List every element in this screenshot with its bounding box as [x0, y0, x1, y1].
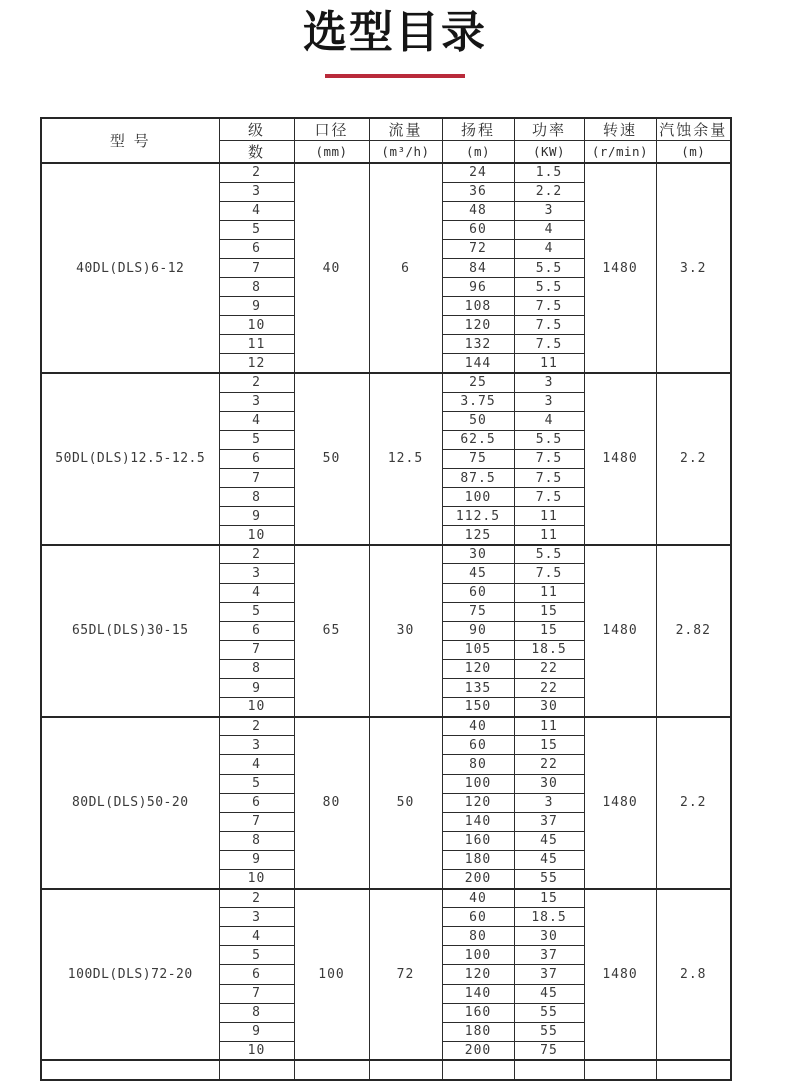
stage-cell: 8	[219, 278, 294, 297]
power-cell: 4	[514, 220, 584, 239]
head-cell: 90	[442, 621, 514, 640]
power-cell: 2.2	[514, 182, 584, 201]
page-title: 选型目录	[303, 7, 487, 58]
stage-cell: 4	[219, 755, 294, 774]
head-cell: 62.5	[442, 430, 514, 449]
table-row	[41, 163, 731, 182]
stage-cell: 3	[219, 392, 294, 411]
head-cell: 160	[442, 831, 514, 850]
head-cell: 180	[442, 1022, 514, 1041]
power-cell: 4	[514, 239, 584, 258]
head-cell: 30	[442, 545, 514, 564]
head-cell: 160	[442, 1003, 514, 1022]
power-cell: 30	[514, 774, 584, 793]
power-cell: 30	[514, 927, 584, 946]
power-cell: 37	[514, 812, 584, 831]
head-cell: 144	[442, 354, 514, 373]
power-cell: 11	[514, 507, 584, 526]
diameter-cell: 80	[294, 717, 369, 889]
power-cell: 22	[514, 679, 584, 698]
model-cell: 40DL(DLS)6-12	[41, 163, 219, 373]
table-row	[41, 889, 731, 908]
power-cell: 75	[514, 1041, 584, 1060]
pump-selection-table	[40, 117, 732, 1081]
head-cell: 60	[442, 220, 514, 239]
stage-cell: 9	[219, 1022, 294, 1041]
stage-cell: 2	[219, 717, 294, 736]
flow-cell: 12.5	[369, 373, 442, 545]
power-cell: 30	[514, 698, 584, 717]
header-stage-top: 级	[219, 118, 294, 141]
power-cell: 7.5	[514, 335, 584, 354]
stage-cell: 5	[219, 946, 294, 965]
head-cell: 40	[442, 717, 514, 736]
head-cell: 36	[442, 182, 514, 201]
stage-cell: 7	[219, 812, 294, 831]
head-cell: 87.5	[442, 469, 514, 488]
npsh-cell: 2.82	[656, 545, 731, 717]
npsh-cell: 2.2	[656, 373, 731, 545]
stage-cell: 8	[219, 659, 294, 678]
head-cell: 200	[442, 1041, 514, 1060]
speed-cell: 1480	[584, 545, 656, 717]
diameter-cell: 65	[294, 545, 369, 717]
stage-cell: 2	[219, 545, 294, 564]
stage-cell: 6	[219, 965, 294, 984]
power-cell: 7.5	[514, 297, 584, 316]
npsh-cell: 3.2	[656, 163, 731, 373]
stage-cell: 6	[219, 793, 294, 812]
stage-cell: 2	[219, 889, 294, 908]
head-cell: 84	[442, 258, 514, 277]
power-cell: 15	[514, 621, 584, 640]
stage-cell: 11	[219, 335, 294, 354]
header-power-unit: (KW)	[514, 141, 584, 164]
header-diameter-unit: (mm)	[294, 141, 369, 164]
head-cell: 60	[442, 908, 514, 927]
speed-cell: 1480	[584, 717, 656, 889]
power-cell: 55	[514, 1022, 584, 1041]
diameter-cell: 40	[294, 163, 369, 373]
stage-cell: 6	[219, 449, 294, 468]
stage-cell: 10	[219, 316, 294, 335]
stage-cell: 7	[219, 258, 294, 277]
stage-cell: 3	[219, 564, 294, 583]
head-cell: 80	[442, 755, 514, 774]
stage-cell: 7	[219, 984, 294, 1003]
header-flow-unit: (m³/h)	[369, 141, 442, 164]
head-cell: 60	[442, 736, 514, 755]
head-cell: 120	[442, 659, 514, 678]
power-cell: 15	[514, 736, 584, 755]
power-cell: 4	[514, 411, 584, 430]
head-cell: 120	[442, 793, 514, 812]
power-cell: 1.5	[514, 163, 584, 182]
stage-cell: 9	[219, 850, 294, 869]
head-cell: 140	[442, 984, 514, 1003]
head-cell: 50	[442, 411, 514, 430]
stage-cell: 4	[219, 411, 294, 430]
head-cell: 24	[442, 163, 514, 182]
stage-cell: 4	[219, 927, 294, 946]
head-cell: 75	[442, 449, 514, 468]
npsh-cell: 2.2	[656, 717, 731, 889]
flow-cell: 50	[369, 717, 442, 889]
power-cell: 7.5	[514, 316, 584, 335]
power-cell: 5.5	[514, 278, 584, 297]
stage-cell: 9	[219, 507, 294, 526]
stage-cell: 4	[219, 201, 294, 220]
head-cell: 135	[442, 679, 514, 698]
header-speed: 转速	[584, 118, 656, 141]
stage-cell: 5	[219, 430, 294, 449]
power-cell: 15	[514, 889, 584, 908]
table-body	[41, 163, 731, 1080]
header-npsh: 汽蚀余量	[656, 118, 731, 141]
head-cell: 100	[442, 946, 514, 965]
speed-cell: 1480	[584, 373, 656, 545]
power-cell: 7.5	[514, 469, 584, 488]
header-head: 扬程	[442, 118, 514, 141]
power-cell: 7.5	[514, 449, 584, 468]
power-cell: 3	[514, 373, 584, 392]
power-cell: 3	[514, 201, 584, 220]
header-diameter: 口径	[294, 118, 369, 141]
stage-cell: 6	[219, 239, 294, 258]
power-cell: 7.5	[514, 488, 584, 507]
table-row	[41, 545, 731, 564]
power-cell: 18.5	[514, 908, 584, 927]
power-cell: 5.5	[514, 258, 584, 277]
stage-cell: 5	[219, 602, 294, 621]
power-cell: 22	[514, 659, 584, 678]
stage-cell: 2	[219, 163, 294, 182]
head-cell: 125	[442, 526, 514, 545]
power-cell: 11	[514, 354, 584, 373]
stage-cell: 3	[219, 182, 294, 201]
stage-cell: 5	[219, 220, 294, 239]
stage-cell: 10	[219, 698, 294, 717]
speed-cell: 1480	[584, 163, 656, 373]
diameter-cell: 50	[294, 373, 369, 545]
power-cell: 37	[514, 965, 584, 984]
head-cell: 180	[442, 850, 514, 869]
model-cell: 65DL(DLS)30-15	[41, 545, 219, 717]
stage-cell: 10	[219, 869, 294, 888]
title-underline-accent	[325, 74, 465, 78]
stage-cell: 10	[219, 1041, 294, 1060]
flow-cell: 30	[369, 545, 442, 717]
head-cell: 72	[442, 239, 514, 258]
power-cell: 15	[514, 602, 584, 621]
stage-cell: 3	[219, 908, 294, 927]
head-cell: 75	[442, 602, 514, 621]
npsh-cell: 2.8	[656, 889, 731, 1061]
flow-cell: 6	[369, 163, 442, 373]
model-cell: 100DL(DLS)72-20	[41, 889, 219, 1061]
header-npsh-unit: (m)	[656, 141, 731, 164]
power-cell: 45	[514, 831, 584, 850]
table-row	[41, 373, 731, 392]
flow-cell: 72	[369, 889, 442, 1061]
power-cell: 45	[514, 984, 584, 1003]
head-cell: 108	[442, 297, 514, 316]
power-cell: 11	[514, 583, 584, 602]
head-cell: 112.5	[442, 507, 514, 526]
head-cell: 80	[442, 927, 514, 946]
head-cell: 200	[442, 869, 514, 888]
head-cell: 105	[442, 640, 514, 659]
head-cell: 140	[442, 812, 514, 831]
head-cell: 48	[442, 201, 514, 220]
power-cell: 5.5	[514, 430, 584, 449]
table-row	[41, 717, 731, 736]
stage-cell: 12	[219, 354, 294, 373]
head-cell: 3.75	[442, 392, 514, 411]
stage-cell: 7	[219, 469, 294, 488]
head-cell: 100	[442, 774, 514, 793]
stage-cell: 8	[219, 1003, 294, 1022]
model-cell: 80DL(DLS)50-20	[41, 717, 219, 889]
power-cell: 3	[514, 392, 584, 411]
head-cell: 120	[442, 965, 514, 984]
head-cell: 96	[442, 278, 514, 297]
stage-cell: 4	[219, 583, 294, 602]
header-stage-bottom: 数	[219, 141, 294, 164]
power-cell: 7.5	[514, 564, 584, 583]
power-cell: 37	[514, 946, 584, 965]
diameter-cell: 100	[294, 889, 369, 1061]
table-header	[41, 118, 731, 163]
header-head-unit: (m)	[442, 141, 514, 164]
header-flow: 流量	[369, 118, 442, 141]
stage-cell: 3	[219, 736, 294, 755]
header-power: 功率	[514, 118, 584, 141]
power-cell: 3	[514, 793, 584, 812]
head-cell: 132	[442, 335, 514, 354]
stage-cell: 7	[219, 640, 294, 659]
head-cell: 150	[442, 698, 514, 717]
power-cell: 22	[514, 755, 584, 774]
stage-cell: 8	[219, 488, 294, 507]
stage-cell: 10	[219, 526, 294, 545]
head-cell: 45	[442, 564, 514, 583]
head-cell: 120	[442, 316, 514, 335]
stage-cell: 5	[219, 774, 294, 793]
power-cell: 55	[514, 869, 584, 888]
header-model: 型 号	[41, 118, 219, 163]
stage-cell: 9	[219, 297, 294, 316]
power-cell: 45	[514, 850, 584, 869]
stage-cell: 9	[219, 679, 294, 698]
power-cell: 55	[514, 1003, 584, 1022]
power-cell: 11	[514, 526, 584, 545]
head-cell: 60	[442, 583, 514, 602]
head-cell: 25	[442, 373, 514, 392]
stage-cell: 2	[219, 373, 294, 392]
power-cell: 5.5	[514, 545, 584, 564]
stage-cell: 6	[219, 621, 294, 640]
head-cell: 100	[442, 488, 514, 507]
model-cell: 50DL(DLS)12.5-12.5	[41, 373, 219, 545]
stage-cell: 8	[219, 831, 294, 850]
head-cell: 40	[442, 889, 514, 908]
header-speed-unit: (r/min)	[584, 141, 656, 164]
power-cell: 11	[514, 717, 584, 736]
power-cell: 18.5	[514, 640, 584, 659]
speed-cell: 1480	[584, 889, 656, 1061]
